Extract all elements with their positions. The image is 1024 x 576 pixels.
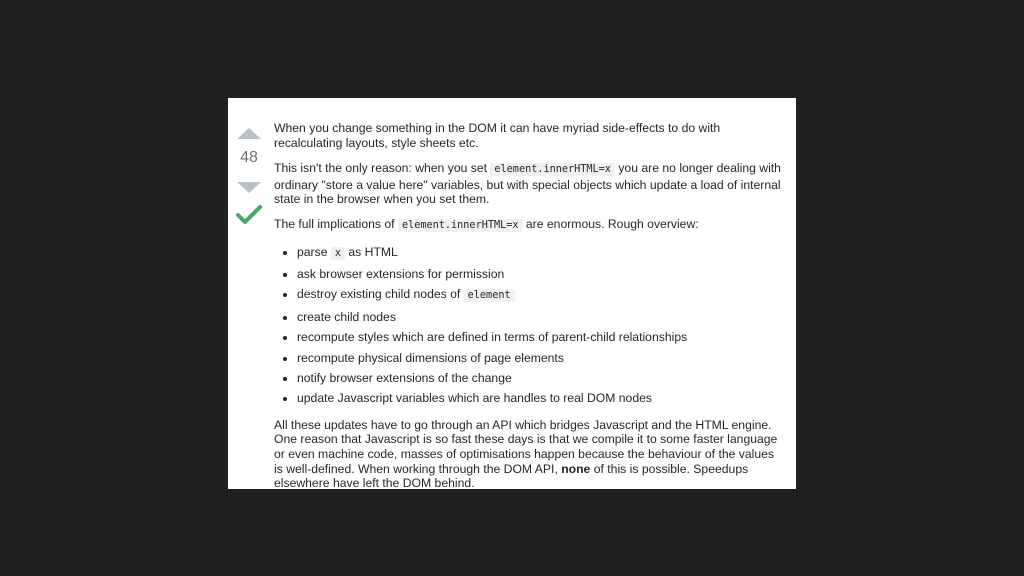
list-item: • notify browser extensions of the change [297, 371, 786, 386]
upvote-arrow-icon[interactable] [237, 128, 261, 139]
inline-code: element [464, 289, 515, 302]
list-item [297, 245, 786, 262]
list-item: • create child nodes [297, 310, 786, 325]
list-item: • recompute styles which are defined in terms of parent-child relationships [297, 330, 786, 345]
text: The full implications of [274, 216, 398, 231]
list-item: • recompute physical dimensions of page elements [297, 351, 786, 366]
text: are enormous. Rough overview: [522, 216, 699, 231]
paragraph [274, 217, 786, 234]
text: All these updates have to go through an API which bridges Javascript and the HTML engine. One reason that Javascript is so fast these days is that we compile it to some faster language or even machine code, masses of optimisations happen because the behaviour of the values is well-defined. When working through the DOM API, [274, 417, 778, 476]
paragraph: When you change something in the DOM it can have myriad side-effects to do with recalculating layouts, style sheets etc. [274, 121, 721, 150]
inline-code: x [331, 247, 345, 260]
downvote-arrow-icon[interactable] [237, 182, 261, 193]
inline-code: element.innerHTML=x [490, 163, 615, 176]
overview-list [274, 245, 786, 406]
list-item: • update Javascript variables which are handles to real DOM nodes [297, 391, 786, 406]
text: destroy existing child nodes of [297, 287, 464, 302]
text: as HTML [345, 244, 398, 259]
list-item [297, 287, 786, 304]
vote-count: 48 [240, 149, 258, 166]
list-item: • ask browser extensions for permission [297, 267, 786, 282]
text: This isn't the only reason: when you set [274, 161, 491, 176]
checkmark-icon [236, 205, 262, 225]
emphasis: none [561, 461, 591, 476]
paragraph [274, 418, 786, 491]
text: parse [297, 244, 331, 259]
vote-cell [236, 128, 262, 225]
paragraph [274, 161, 786, 207]
text: of this is possible. Speedups elsewhere have left the DOM behind. [274, 461, 749, 491]
answer-body [274, 121, 786, 502]
inline-code: element.innerHTML=x [398, 219, 523, 232]
text: you are no longer dealing with ordinary "store a value here" variables, but with special objects which update a load of internal state in the browser when you set them. [274, 161, 781, 207]
answer-card [228, 98, 796, 489]
